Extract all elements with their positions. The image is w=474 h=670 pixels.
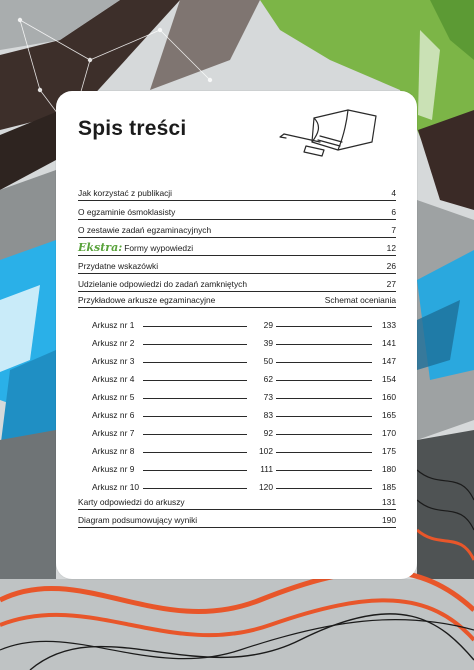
toc-entry-label: Diagram podsumowujący wyniki bbox=[78, 515, 198, 525]
toc-entry-page: 4 bbox=[391, 188, 396, 198]
sheet-page: 39 bbox=[263, 338, 273, 348]
notebook-and-pen-icon bbox=[276, 104, 386, 162]
dotted-leader bbox=[143, 380, 247, 381]
toc-entry-label: Przydatne wskazówki bbox=[78, 261, 159, 271]
sheet-row[interactable] bbox=[92, 318, 396, 332]
sheet-row[interactable] bbox=[92, 336, 396, 350]
sheet-row[interactable] bbox=[92, 390, 396, 404]
sheet-page: 102 bbox=[259, 446, 273, 456]
scheme-page: 180 bbox=[382, 464, 396, 474]
dotted-leader bbox=[143, 344, 247, 345]
dotted-leader bbox=[276, 488, 372, 489]
toc-entry-page: 6 bbox=[391, 207, 396, 217]
sheet-page: 62 bbox=[263, 374, 273, 384]
toc-entry-label: O egzaminie ósmoklasisty bbox=[78, 207, 176, 217]
toc-entry-page: 26 bbox=[386, 261, 396, 271]
toc-entry[interactable] bbox=[78, 495, 396, 510]
sheets-header bbox=[78, 293, 396, 308]
dotted-leader bbox=[276, 416, 372, 417]
scheme-page: 185 bbox=[382, 482, 396, 492]
dotted-leader bbox=[276, 326, 372, 327]
sheet-row[interactable] bbox=[92, 462, 396, 476]
dotted-leader bbox=[143, 416, 247, 417]
sheet-page: 50 bbox=[263, 356, 273, 366]
toc-entry[interactable] bbox=[78, 241, 396, 256]
scheme-page: 160 bbox=[382, 392, 396, 402]
sheet-name: Arkusz nr 10 bbox=[92, 482, 140, 492]
sheet-page: 111 bbox=[260, 464, 273, 474]
sheet-name: Arkusz nr 8 bbox=[92, 446, 135, 456]
dotted-leader bbox=[276, 380, 372, 381]
toc-entry-label: Karty odpowiedzi do arkuszy bbox=[78, 497, 185, 507]
dotted-leader bbox=[143, 470, 247, 471]
sheet-row[interactable] bbox=[92, 480, 396, 494]
dotted-leader bbox=[143, 398, 247, 399]
dotted-leader bbox=[276, 398, 372, 399]
dotted-leader bbox=[276, 452, 372, 453]
toc-entry-text: Formy wypowiedzi bbox=[124, 243, 194, 253]
sheet-name: Arkusz nr 7 bbox=[92, 428, 135, 438]
sheet-name: Arkusz nr 3 bbox=[92, 356, 135, 366]
sheet-name: Arkusz nr 4 bbox=[92, 374, 135, 384]
toc-entry-label: Udzielanie odpowiedzi do zadań zamkniętych bbox=[78, 279, 247, 289]
dotted-leader bbox=[143, 434, 247, 435]
dotted-leader bbox=[143, 362, 247, 363]
sheet-page: 92 bbox=[263, 428, 273, 438]
dotted-leader bbox=[143, 488, 247, 489]
scheme-page: 141 bbox=[382, 338, 396, 348]
dotted-leader bbox=[143, 452, 247, 453]
dotted-leader bbox=[276, 344, 372, 345]
toc-entry-page: 7 bbox=[391, 225, 396, 235]
sheet-name: Arkusz nr 1 bbox=[92, 320, 135, 330]
toc-entry[interactable] bbox=[78, 259, 396, 274]
sheets-header-label: Przykładowe arkusze egzaminacyjne bbox=[78, 295, 216, 305]
sheet-page: 73 bbox=[263, 392, 273, 402]
sheet-row[interactable] bbox=[92, 354, 396, 368]
dotted-leader bbox=[143, 326, 247, 327]
dotted-leader bbox=[276, 434, 372, 435]
toc-entry-label: Jak korzystać z publikacji bbox=[78, 188, 173, 198]
scheme-page: 170 bbox=[382, 428, 396, 438]
sheet-name: Arkusz nr 9 bbox=[92, 464, 135, 474]
sheet-page: 29 bbox=[263, 320, 273, 330]
sheet-page: 83 bbox=[263, 410, 273, 420]
scheme-page: 165 bbox=[382, 410, 396, 420]
toc-entry[interactable] bbox=[78, 277, 396, 292]
dotted-leader bbox=[276, 470, 372, 471]
sheet-row[interactable] bbox=[92, 372, 396, 386]
toc-entry-page: 131 bbox=[382, 497, 396, 507]
sheet-row[interactable] bbox=[92, 444, 396, 458]
page-title: Spis treści bbox=[78, 117, 187, 140]
toc-entry-page: 27 bbox=[386, 279, 396, 289]
scheme-page: 147 bbox=[382, 356, 396, 366]
toc-entry[interactable] bbox=[78, 205, 396, 220]
toc-entry[interactable] bbox=[78, 513, 396, 528]
toc-entry-page: 12 bbox=[386, 243, 396, 253]
sheet-name: Arkusz nr 5 bbox=[92, 392, 135, 402]
ekstra-badge: Ekstra: bbox=[78, 241, 123, 254]
dotted-leader bbox=[276, 362, 372, 363]
sheet-row[interactable] bbox=[92, 408, 396, 422]
scheme-page: 175 bbox=[382, 446, 396, 456]
toc-entry[interactable] bbox=[78, 186, 396, 201]
scheme-header-label: Schemat oceniania bbox=[324, 295, 396, 305]
toc-entry-label bbox=[78, 241, 193, 255]
toc-entry-page: 190 bbox=[382, 515, 396, 525]
scheme-page: 154 bbox=[382, 374, 396, 384]
toc-entry[interactable] bbox=[78, 223, 396, 238]
sheet-name: Arkusz nr 6 bbox=[92, 410, 135, 420]
sheet-page: 120 bbox=[259, 482, 273, 492]
sheet-name: Arkusz nr 2 bbox=[92, 338, 135, 348]
toc-entry-label: O zestawie zadań egzaminacyjnych bbox=[78, 225, 212, 235]
scheme-page: 133 bbox=[382, 320, 396, 330]
sheet-row[interactable] bbox=[92, 426, 396, 440]
